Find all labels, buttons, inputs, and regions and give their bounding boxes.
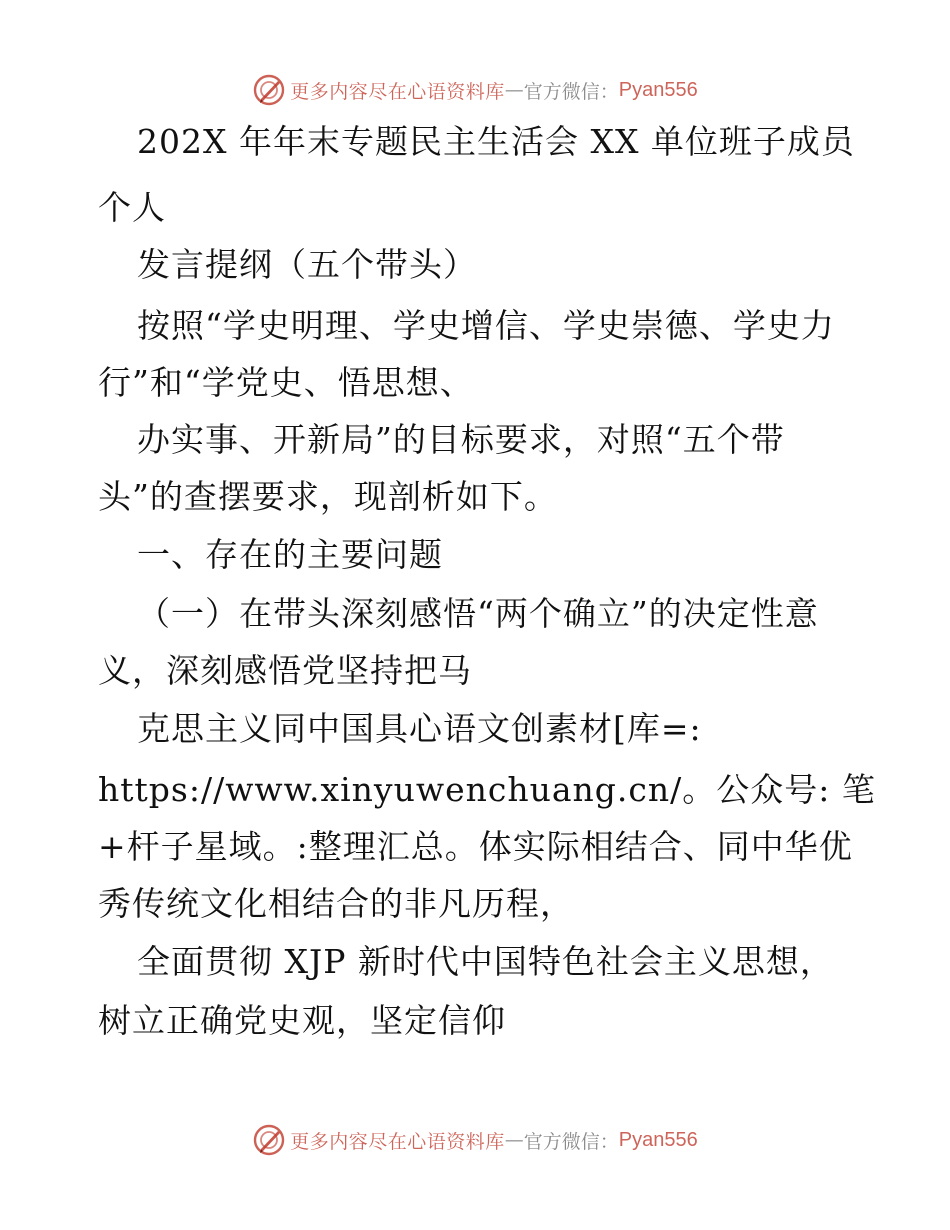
paragraph-line: 树立正确党史观，坚定信仰 xyxy=(98,1001,506,1040)
header-banner xyxy=(0,70,950,110)
banner-slogan: 更多内容尽在心语资料库 xyxy=(290,1130,505,1153)
paragraph-line: 克思主义同中国具心语文创素材[库=: xyxy=(137,709,702,748)
paragraph-line: +杆子星域。:整理汇总。体实际相结合、同中华优 xyxy=(98,827,853,866)
banner-wechat-id: Pyan556 xyxy=(618,1128,698,1151)
paragraph-line: 义，深刻感悟党坚持把马 xyxy=(98,651,472,690)
banner-wechat-id: Pyan556 xyxy=(618,78,698,101)
banner-separator: — xyxy=(504,79,524,101)
paragraph-line: 全面贯彻 XJP 新时代中国特色社会主义思想， xyxy=(137,942,834,981)
paragraph-line: https://www.xinyuwenchuang.cn/。公众号: 笔 xyxy=(98,770,876,809)
brand-logo-icon xyxy=(252,73,286,107)
subsection-heading: （一）在带头深刻感悟“两个确立”的决定性意 xyxy=(137,594,819,633)
banner-slogan: 更多内容尽在心语资料库 xyxy=(290,80,505,103)
document-title-line-1: 202X 年年末专题民主生活会 XX 单位班子成员 xyxy=(137,122,855,161)
paragraph-line: 按照“学史明理、学史增信、学史崇德、学史力 xyxy=(137,306,835,345)
paragraph-line: 行”和“学党史、悟思想、 xyxy=(98,363,474,402)
document-subtitle: 发言提纲（五个带头） xyxy=(137,245,477,284)
paragraph-line: 秀传统文化相结合的非凡历程， xyxy=(98,884,574,923)
paragraph-line: 头”的查摆要求，现剖析如下。 xyxy=(98,477,558,516)
document-title-line-2: 个人 xyxy=(98,188,166,227)
section-heading: 一、存在的主要问题 xyxy=(137,535,443,574)
banner-wechat-label: 官方微信： xyxy=(523,1130,619,1153)
footer-banner xyxy=(0,1120,950,1160)
brand-logo-icon xyxy=(252,1123,286,1157)
banner-separator: — xyxy=(504,1129,524,1151)
paragraph-line: 办实事、开新局”的目标要求，对照“五个带 xyxy=(137,420,785,459)
banner-wechat-label: 官方微信： xyxy=(523,80,619,103)
